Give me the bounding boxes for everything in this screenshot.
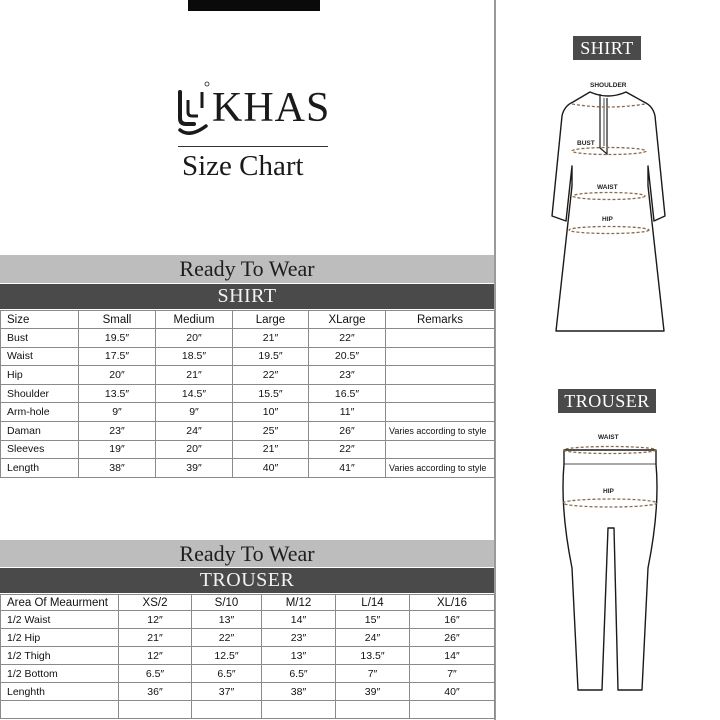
- shirt-table-cell: 21″: [156, 366, 233, 385]
- shirt-table-cell: Shoulder: [1, 384, 79, 403]
- shirt-table-cell: 41″: [309, 459, 386, 478]
- trouser-table-cell: 6.5″: [192, 665, 262, 683]
- trouser-diagram: [550, 428, 670, 698]
- trouser-table-cell: 14″: [262, 611, 336, 629]
- trouser-table-cell: 1/2 Bottom: [1, 665, 119, 683]
- shirt-table-cell: 26″: [309, 421, 386, 440]
- shirt-table-cell: 15.5″: [233, 384, 309, 403]
- trouser-table-cell: 1/2 Thigh: [1, 647, 119, 665]
- shirt-band-title: Ready To Wear: [0, 255, 494, 283]
- trouser-table-cell: 40″: [410, 683, 495, 701]
- shirt-table-cell: [386, 366, 495, 385]
- shirt-table-row: [1, 421, 495, 440]
- trouser-table-cell: 21″: [119, 629, 192, 647]
- shirt-table-cell: 25″: [233, 421, 309, 440]
- shirt-table-row: [1, 347, 495, 366]
- shirt-table-cell: 23″: [79, 421, 156, 440]
- trouser-table-cell: 26″: [410, 629, 495, 647]
- trouser-table-cell: 1/2 Hip: [1, 629, 119, 647]
- shirt-table-row: [1, 366, 495, 385]
- trouser-table-cell: 38″: [262, 683, 336, 701]
- shirt-table-cell: 40″: [233, 459, 309, 478]
- khas-logo-mark: [176, 80, 214, 144]
- shirt-table-cell: Hip: [1, 366, 79, 385]
- trouser-header-row: [1, 595, 495, 611]
- trouser-table-cell: [1, 701, 119, 719]
- trouser-table-row: [1, 629, 495, 647]
- trouser-table-cell: 12.5″: [192, 647, 262, 665]
- trouser-table-cell: 12″: [119, 647, 192, 665]
- shirt-table-cell: 10″: [233, 403, 309, 422]
- shirt-table-cell: 22″: [233, 366, 309, 385]
- shirt-table-row: [1, 403, 495, 422]
- shirt-table-cell: 21″: [233, 440, 309, 459]
- shirt-table-cell: 20″: [79, 366, 156, 385]
- trouser-table-cell: 39″: [336, 683, 410, 701]
- shirt-table-cell: Length: [1, 459, 79, 478]
- shirt-table-cell: 20.5″: [309, 347, 386, 366]
- shirt-column-header: Remarks: [386, 311, 495, 329]
- trouser-table-cell: [192, 701, 262, 719]
- trouser-table-cell: 12″: [119, 611, 192, 629]
- shirt-column-header: XLarge: [309, 311, 386, 329]
- shirt-table-cell: Daman: [1, 421, 79, 440]
- trouser-table-cell: [336, 701, 410, 719]
- shirt-table-cell: 22″: [309, 329, 386, 348]
- trouser-table-cell: 6.5″: [262, 665, 336, 683]
- logo-divider: [178, 146, 328, 147]
- trouser-table-cell: [119, 701, 192, 719]
- trouser-table-row: [1, 701, 495, 719]
- shirt-diagram: [540, 76, 680, 346]
- shirt-table-cell: 19″: [79, 440, 156, 459]
- trouser-table-cell: 24″: [336, 629, 410, 647]
- shirt-table-row: [1, 329, 495, 348]
- waist-label: WAIST: [597, 184, 618, 191]
- shirt-table-cell: Sleeves: [1, 440, 79, 459]
- shirt-diagram-title: SHIRT: [573, 36, 641, 60]
- trouser-table-cell: 13.5″: [336, 647, 410, 665]
- trouser-table-cell: 36″: [119, 683, 192, 701]
- trouser-table-cell: 6.5″: [119, 665, 192, 683]
- trouser-diagram-title: TROUSER: [558, 389, 656, 413]
- trouser-column-header: S/10: [192, 595, 262, 611]
- shoulder-label: SHOULDER: [590, 82, 627, 89]
- shirt-size-table: [0, 310, 495, 478]
- shirt-table-cell: Waist: [1, 347, 79, 366]
- page-title: Size Chart: [182, 150, 304, 182]
- shirt-table-cell: 20″: [156, 440, 233, 459]
- shirt-table-cell: 19.5″: [79, 329, 156, 348]
- shirt-table-cell: Bust: [1, 329, 79, 348]
- trouser-table-row: [1, 683, 495, 701]
- trouser-table-cell: [262, 701, 336, 719]
- trouser-size-table: [0, 594, 495, 719]
- shirt-band-subtitle: SHIRT: [0, 284, 494, 309]
- trouser-table-row: [1, 665, 495, 683]
- shirt-table-cell: 17.5″: [79, 347, 156, 366]
- shirt-table-cell: Arm-hole: [1, 403, 79, 422]
- shirt-table-cell: Varies according to style: [386, 459, 495, 478]
- top-bar: [188, 0, 320, 11]
- trouser-table-cell: 23″: [262, 629, 336, 647]
- trouser-column-header: Area Of Meaurment: [1, 595, 119, 611]
- trouser-table-cell: 15″: [336, 611, 410, 629]
- shirt-table-cell: 9″: [156, 403, 233, 422]
- trouser-column-header: L/14: [336, 595, 410, 611]
- shirt-column-header: Large: [233, 311, 309, 329]
- shirt-table-cell: [386, 329, 495, 348]
- shirt-table-cell: Varies according to style: [386, 421, 495, 440]
- shirt-table-row: [1, 384, 495, 403]
- shirt-table-cell: 23″: [309, 366, 386, 385]
- shirt-table-cell: [386, 347, 495, 366]
- trouser-table-row: [1, 647, 495, 665]
- trouser-table-cell: 37″: [192, 683, 262, 701]
- shirt-table-cell: 13.5″: [79, 384, 156, 403]
- trouser-table-cell: 16″: [410, 611, 495, 629]
- shirt-table-cell: 9″: [79, 403, 156, 422]
- shirt-table-cell: 16.5″: [309, 384, 386, 403]
- shirt-table-row: [1, 459, 495, 478]
- shirt-table-cell: [386, 440, 495, 459]
- shirt-table-cell: 18.5″: [156, 347, 233, 366]
- trouser-outline-icon: [563, 450, 657, 690]
- shirt-outline-icon: [552, 92, 665, 331]
- trouser-table-cell: 22″: [192, 629, 262, 647]
- shirt-header-row: [1, 311, 495, 329]
- trouser-table-cell: 7″: [336, 665, 410, 683]
- trouser-band-title: Ready To Wear: [0, 540, 494, 567]
- shirt-table-cell: [386, 403, 495, 422]
- trouser-table-cell: 7″: [410, 665, 495, 683]
- shirt-column-header: Small: [79, 311, 156, 329]
- shirt-column-header: Size: [1, 311, 79, 329]
- trouser-table-cell: Lenghth: [1, 683, 119, 701]
- trouser-column-header: XL/16: [410, 595, 495, 611]
- shirt-table-cell: 22″: [309, 440, 386, 459]
- shirt-table-cell: 19.5″: [233, 347, 309, 366]
- shirt-table-cell: 39″: [156, 459, 233, 478]
- shirt-table-cell: 14.5″: [156, 384, 233, 403]
- shirt-table-cell: 38″: [79, 459, 156, 478]
- trouser-table-cell: 14″: [410, 647, 495, 665]
- shirt-table-cell: 24″: [156, 421, 233, 440]
- bust-label: BUST: [577, 140, 595, 147]
- trouser-column-header: M/12: [262, 595, 336, 611]
- shirt-table-cell: 11″: [309, 403, 386, 422]
- shirt-table-cell: 21″: [233, 329, 309, 348]
- trouser-column-header: XS/2: [119, 595, 192, 611]
- trouser-table-cell: 1/2 Waist: [1, 611, 119, 629]
- trouser-table-cell: [410, 701, 495, 719]
- trouser-table-cell: 13″: [192, 611, 262, 629]
- trouser-band-subtitle: TROUSER: [0, 568, 494, 593]
- shirt-table-row: [1, 440, 495, 459]
- shirt-table-cell: 20″: [156, 329, 233, 348]
- trouser-table-cell: 13″: [262, 647, 336, 665]
- trouser-table-row: [1, 611, 495, 629]
- trouser-waist-label: WAIST: [598, 434, 619, 441]
- shirt-table-cell: [386, 384, 495, 403]
- brand-name: KHAS: [212, 85, 331, 131]
- hip-label: HIP: [602, 216, 613, 223]
- shirt-column-header: Medium: [156, 311, 233, 329]
- trouser-hip-label: HIP: [603, 488, 614, 495]
